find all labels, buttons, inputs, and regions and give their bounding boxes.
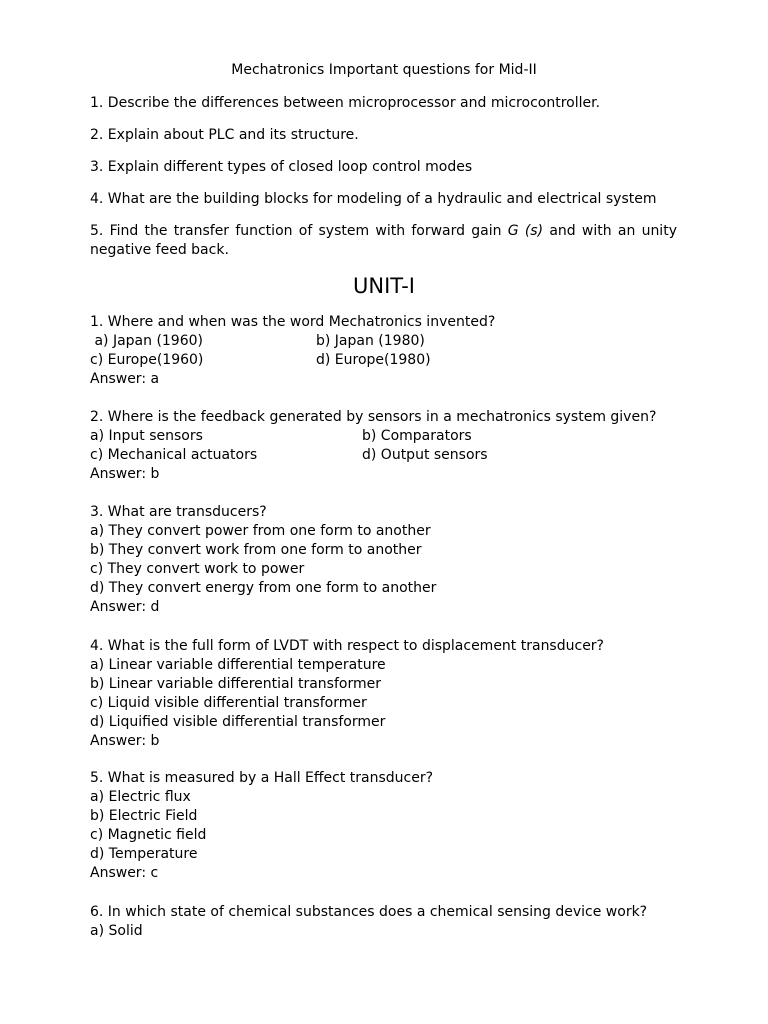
option-c: c) Liquid visible differential transformer [90,695,367,711]
transfer-function-symbol: G (s) [507,223,544,239]
unit-heading: UNIT-I [353,274,415,298]
mid-question-5 [90,222,677,260]
mcq-question-6 [90,903,690,941]
option-d: d) Europe(1980) [316,352,431,368]
option-a: a) They convert power from one form to another [90,523,431,539]
question-text: 5. What is measured by a Hall Effect transducer? [90,770,434,786]
option-c: c) Magnetic field [90,827,207,843]
mcq-question-3 [90,503,690,617]
option-b: b) Japan (1980) [316,333,425,349]
option-c: c) Europe(1960) [90,352,204,368]
answer-text: Answer: a [90,371,160,387]
question-text: 6. In which state of chemical substances does a chemical sensing device work? [90,904,648,920]
mid-question-3: 3. Explain different types of closed loop control modes [90,159,473,175]
option-c: c) Mechanical actuators [90,447,258,463]
option-a: a) Input sensors [90,428,203,444]
mid-question-4: 4. What are the building blocks for modeling of a hydraulic and electrical system [90,191,657,207]
answer-text: Answer: c [90,865,159,881]
question-text: 1. Where and when was the word Mechatronics invented? [90,314,496,330]
option-d: d) Temperature [90,846,198,862]
option-a: a) Japan (1960) [90,333,203,349]
mid-question-5-text-end: and with an unity negative feed back. [90,223,677,258]
mcq-question-1 [90,313,690,389]
question-text: 2. Where is the feedback generated by sensors in a mechatronics system given? [90,409,657,425]
mid-question-2: 2. Explain about PLC and its structure. [90,127,359,143]
option-b: b) They convert work from one form to another [90,542,422,558]
mcq-question-4 [90,637,690,751]
option-b: b) Comparators [362,428,472,444]
mid-question-5-text-start: 5. Find the transfer function of system with forward gain [90,223,508,239]
option-a: a) Solid [90,923,143,939]
answer-text: Answer: b [90,466,160,482]
mcq-question-2 [90,408,690,484]
question-text: 4. What is the full form of LVDT with respect to displacement transducer? [90,638,604,654]
question-text: 3. What are transducers? [90,504,267,520]
option-d: d) Output sensors [362,447,488,463]
option-a: a) Linear variable differential temperature [90,657,386,673]
answer-text: Answer: b [90,733,160,749]
answer-text: Answer: d [90,599,160,615]
mcq-question-5 [90,769,690,883]
page-title: Mechatronics Important questions for Mid-II [231,62,537,78]
option-c: c) They convert work to power [90,561,305,577]
option-b: b) Electric Field [90,808,198,824]
option-a: a) Electric flux [90,789,191,805]
option-d: d) They convert energy from one form to another [90,580,437,596]
option-d: d) Liquified visible differential transformer [90,714,386,730]
mid-question-1: 1. Describe the differences between microprocessor and microcontroller. [90,95,601,111]
option-b: b) Linear variable differential transformer [90,676,381,692]
